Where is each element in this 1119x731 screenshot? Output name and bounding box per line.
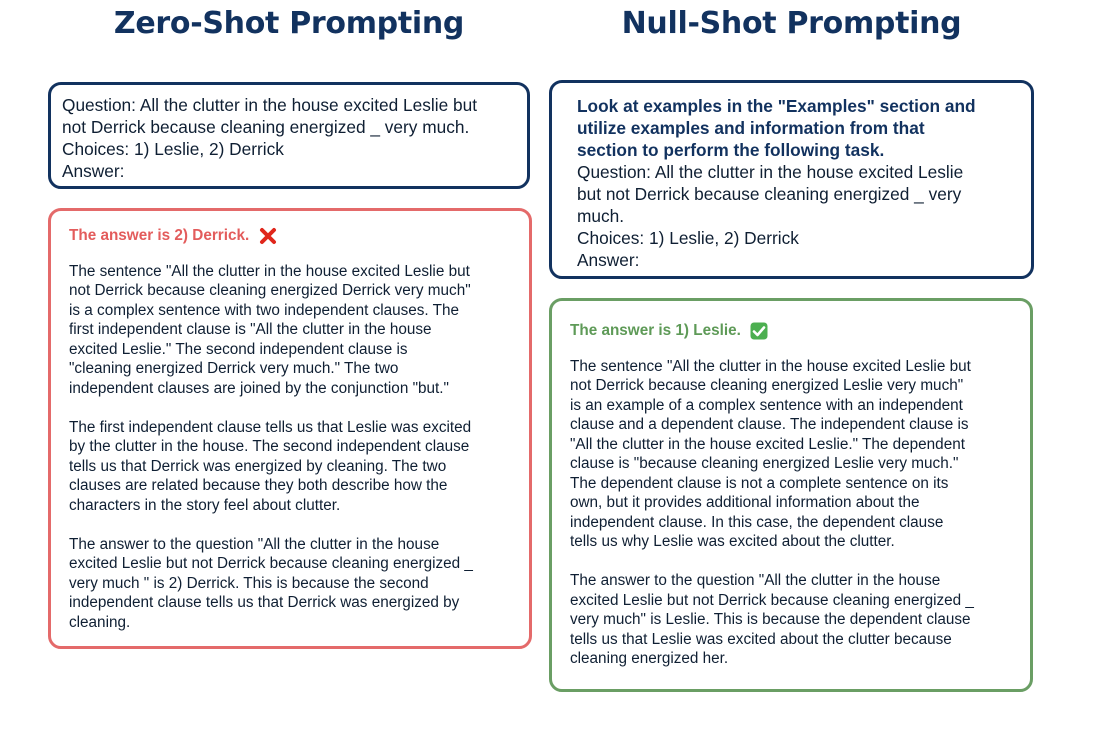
response-paragraph <box>69 418 519 516</box>
prompt-line: Answer: <box>62 161 125 181</box>
prompt-line: Question: All the clutter in the house excited Leslie <box>577 162 964 182</box>
response-paragraph <box>570 357 1020 552</box>
response-line: is a complex sentence with two independent clauses. The <box>69 301 460 319</box>
verdict-incorrect <box>69 226 519 246</box>
response-line: independent clause. In this case, the dependent clause <box>570 513 944 531</box>
response-line: tells us that Derrick was energized by cleaning. The two <box>69 457 447 475</box>
null-shot-title: Null-Shot Prompting <box>621 6 962 41</box>
prompt-line: much. <box>577 206 625 226</box>
response-paragraph <box>69 535 519 633</box>
response-line: "cleaning energized Derrick very much." The two <box>69 360 399 378</box>
instruction-line: Look at examples in the "Examples" section and <box>577 96 976 116</box>
response-line: own, but it provides additional information about the <box>570 494 920 512</box>
response-line: clauses are related because they both describe how the <box>69 477 448 495</box>
zero-shot-title: Zero-Shot Prompting <box>113 6 465 41</box>
response-line: first independent clause is "All the clutter in the house <box>69 321 432 339</box>
response-line: clause and a dependent clause. The independent clause is <box>570 416 969 434</box>
response-line: The answer to the question "All the clutter in the house <box>69 535 440 553</box>
instruction-line: section to perform the following task. <box>577 140 885 160</box>
zero-shot-prompt-box <box>48 82 530 189</box>
response-paragraph <box>570 571 1020 669</box>
null-shot-prompt-box <box>549 80 1034 279</box>
response-line: tells us why Leslie was excited about the clutter. <box>570 533 895 551</box>
response-line: The dependent clause is not a complete sentence on its <box>570 474 949 492</box>
response-line: by the clutter in the house. The second independent clause <box>69 438 470 456</box>
response-line: tells us that Leslie was excited about the clutter because <box>570 630 952 648</box>
response-line: excited Leslie but not Derrick because cleaning energized _ <box>69 555 473 573</box>
response-line: The first independent clause tells us that Leslie was excited <box>69 418 472 436</box>
prompt-line: but not Derrick because cleaning energized _ very <box>577 184 962 204</box>
cross-mark-icon <box>259 227 277 245</box>
response-line: The answer to the question "All the clutter in the house <box>570 572 941 590</box>
response-line: cleaning. <box>69 613 131 631</box>
response-line: independent clause tells us that Derrick was energized by <box>69 594 460 612</box>
response-line: independent clauses are joined by the conjunction "but." <box>69 379 449 397</box>
response-line: The sentence "All the clutter in the house excited Leslie but <box>69 262 470 280</box>
response-paragraph <box>69 262 519 399</box>
prompt-line: Answer: <box>577 250 640 270</box>
verdict-correct <box>570 321 1020 341</box>
prompt-line: Choices: 1) Leslie, 2) Derrick <box>62 139 284 159</box>
null-shot-answer-box <box>549 298 1033 692</box>
response-line: excited Leslie." The second independent clause is <box>69 340 408 358</box>
check-mark-icon <box>750 322 768 340</box>
instruction-line: utilize examples and information from that <box>577 118 925 138</box>
response-line: characters in the story feel about clutter. <box>69 496 341 514</box>
zero-shot-answer-box <box>48 208 532 649</box>
response-line: clause is "because cleaning energized Leslie very much." <box>570 455 959 473</box>
response-line: very much " is 2) Derrick. This is because the second <box>69 574 429 592</box>
response-line: "All the clutter in the house excited Leslie." The dependent <box>570 435 965 453</box>
response-line: not Derrick because cleaning energized Derrick very much" <box>69 282 471 300</box>
verdict-text: The answer is 2) Derrick. <box>69 227 250 245</box>
prompt-line: Question: All the clutter in the house excited Leslie but <box>62 95 478 115</box>
response-line: not Derrick because cleaning energized Leslie very much" <box>570 377 964 395</box>
response-line: excited Leslie but not Derrick because cleaning energized _ <box>570 591 974 609</box>
response-line: is an example of a complex sentence with an independent <box>570 396 963 414</box>
verdict-text: The answer is 1) Leslie. <box>570 322 741 340</box>
prompt-line: not Derrick because cleaning energized _ very much. <box>62 117 470 137</box>
response-line: very much" is Leslie. This is because the dependent clause <box>570 611 971 629</box>
response-line: cleaning energized her. <box>570 650 729 668</box>
prompt-line: Choices: 1) Leslie, 2) Derrick <box>577 228 799 248</box>
response-line: The sentence "All the clutter in the house excited Leslie but <box>570 357 971 375</box>
